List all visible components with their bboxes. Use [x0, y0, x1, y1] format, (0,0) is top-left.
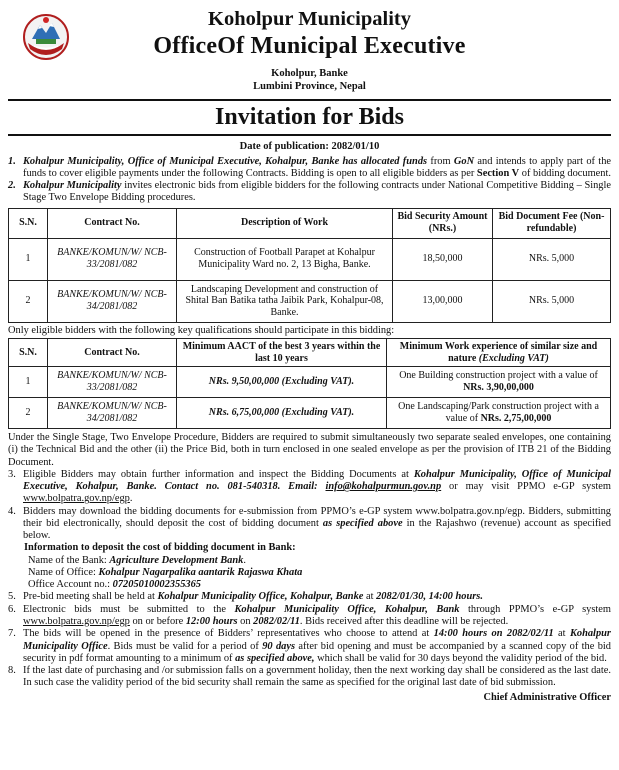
cell-sn: 2 — [9, 280, 48, 322]
text-span: after bid opening and must be accompanied by a scanned copy of the bid security in pdf format amounting to a minimum of — [23, 640, 611, 664]
text-span: NRs. 2,75,00,000 — [480, 413, 552, 425]
text-span: Section V — [476, 167, 520, 179]
cell-contract: BANKE/KOMUN/W/ NCB-33/2081/082 — [48, 238, 177, 280]
paragraph-number: 6. — [8, 603, 16, 615]
text-span: Name of Office: — [28, 566, 99, 578]
cell-experience — [387, 398, 611, 429]
text-span: at — [363, 591, 377, 603]
col-header: Bid Security Amount (NRs.) — [393, 208, 493, 238]
text-span: in the Rajashwo (revenue) account as specified below. — [23, 517, 612, 542]
paragraph-3 — [8, 469, 611, 506]
qualifications-table — [8, 338, 611, 429]
text-span: 90 days — [262, 640, 296, 652]
col-header: Description of Work — [177, 208, 393, 238]
cell-fee: NRs. 5,000 — [493, 280, 611, 322]
cell-fee: NRs. 5,000 — [493, 238, 611, 280]
bank-name-row — [28, 555, 611, 567]
address — [8, 67, 611, 93]
text-span: . Bids received after this deadline will be rejected. — [299, 616, 509, 627]
paragraph-7 — [8, 628, 611, 665]
cell-description: Construction of Football Parapet at Kohalpur Municipality Ward no. 2, 13 Bigha, Banke. — [177, 238, 393, 280]
table-row — [9, 367, 611, 398]
col-header: Contract No. — [48, 208, 177, 238]
office-name-row — [28, 567, 611, 579]
egp-link[interactable]: www.bolpatra.gov.np/egp — [23, 616, 130, 627]
cell-contract: BANKE/KOMUN/W/ NCB-34/2081/082 — [48, 398, 177, 429]
text-span: Agriculture Development Bank — [109, 554, 244, 566]
address-line-1: Koholpur, Banke — [271, 67, 348, 79]
text-span: as specified above, — [235, 652, 315, 664]
text-span: Eligible Bidders may obtain further information and inspect the Bidding Documents at — [23, 468, 414, 480]
text-span: or may visit PPMO e-GP system — [441, 481, 611, 493]
qualification-note: Only eligible bidders with the following key qualifications should participate in this bidding: — [8, 324, 395, 336]
cell-contract: BANKE/KOMUN/W/ NCB-34/2081/082 — [48, 280, 177, 322]
text-span: on — [237, 616, 254, 627]
contracts-table — [8, 208, 611, 323]
publication-date: Date of publication: 2082/01/10 — [239, 141, 380, 153]
col-header-text: Minimum Work experience of similar size and nature — [399, 340, 598, 364]
col-header: S.N. — [9, 208, 48, 238]
table-row — [9, 398, 611, 429]
table-header-row — [9, 339, 611, 367]
text-span: . — [243, 554, 246, 566]
cell-description: Landscaping Development and construction of Shital Ban Batika tatha Jaibik Park, Kohalpur-08, Banke. — [177, 280, 393, 322]
cell-aact: NRs. 9,50,00,000 (Excluding VAT). — [177, 367, 387, 398]
text-span: Kohalpur Municipality Office — [23, 628, 611, 652]
col-header: Minimum AACT of the best 3 years within the last 10 years — [177, 339, 387, 367]
cell-aact: NRs. 6,75,00,000 (Excluding VAT). — [177, 398, 387, 429]
paragraph-number: 2. — [8, 180, 16, 192]
cell-security: 18,50,000 — [393, 238, 493, 280]
text-span: Electronic bids must be submitted to the — [23, 603, 235, 615]
text-span: at — [553, 628, 570, 640]
text-span: through PPMO’s e-GP system — [459, 603, 611, 615]
cell-sn: 1 — [9, 238, 48, 280]
text-span: The bids will be opened in the presence of Bidders’ representatives who choose to attend at — [23, 628, 434, 640]
col-header-excl: (Excluding VAT) — [478, 352, 549, 364]
text-span: Kohalpur Municipality, Office of Municipal Executive, Kohalpur, Banke. Contact no. 081-540318. Email: — [23, 468, 611, 493]
paragraph-8 — [8, 665, 611, 690]
text-span: 2082/01/30, 14:00 hours. — [376, 591, 483, 603]
text-span: on or before — [129, 616, 186, 627]
col-header: S.N. — [9, 339, 48, 367]
text-span: Office Account no.: — [28, 579, 113, 591]
table-row — [9, 280, 611, 322]
nepal-emblem-icon — [22, 13, 70, 61]
single-stage-paragraph: Under the Single Stage, Two Envelope Procedure, Bidders are required to submit simultaneously two separate sealed envelopes, one containing (i) the Technical Bid and the other (ii) the Price Bid, both in turn enclosed in one sealed envelope as per the provision of ITB 21 of the Bidding Document. — [8, 432, 611, 468]
table-row — [9, 238, 611, 280]
paragraph-number: 8. — [8, 665, 16, 677]
text-span: GoN — [453, 155, 475, 167]
paragraph-number: 3. — [8, 468, 16, 480]
text-span: Bidders may download the bidding documents for e-submission from PPMO’s e-GP system www.bolpatra.gov.np/egp. Bidders, submitting their bid electronically, should deposit the cost of bidding document — [23, 505, 611, 529]
text-span: . Bids must be valid for a period of — [107, 640, 263, 652]
paragraph-number: 5. — [8, 591, 16, 603]
org-name: Koholpur Municipality — [208, 8, 411, 30]
text-span: invites electronic bids from eligible bidders for the following contracts under National Competitive Bidding – Single Stage Two Envelope Bidding procedures. — [23, 180, 611, 204]
paragraph-number: 7. — [8, 628, 16, 640]
text-span: Kohalpur Municipality — [23, 180, 122, 192]
text-span: One Building construction project with a value of — [399, 370, 598, 382]
text-span: 14:00 hours on 2082/02/11 — [433, 628, 554, 640]
text-span: 12:00 hours — [185, 616, 238, 627]
text-span: as specified above — [322, 517, 403, 529]
bank-deposit-info — [24, 542, 611, 591]
cell-security: 13,00,000 — [393, 280, 493, 322]
email-link[interactable]: info@kohalpurmun.gov.np — [325, 481, 442, 493]
text-span: Pre-bid meeting shall be held at — [23, 591, 158, 603]
text-span: Kohalpur Municipality Office, Kohalpur, Bank — [234, 603, 460, 615]
text-span: One Landscaping/Park construction project with a value of — [398, 401, 599, 425]
paragraph-number: 1. — [8, 155, 16, 167]
egp-link[interactable]: www.bolpatra.gov.np/egp — [23, 493, 130, 505]
signature: Chief Administrative Officer — [483, 691, 611, 703]
page-title: Invitation for Bids — [8, 99, 611, 136]
text-span: Kohalpur Nagarpalika aantarik Rajaswa Khata — [98, 566, 303, 578]
col-header: Contract No. — [48, 339, 177, 367]
address-line-2: Lumbini Province, Nepal — [253, 80, 366, 92]
text-span: and intends to apply part of the funds to cover eligible payments under the following Contracts. Bidding is open to all eligible bidders as per — [23, 155, 611, 179]
paragraph-2 — [8, 180, 611, 205]
cell-experience — [387, 367, 611, 398]
table-header-row — [9, 208, 611, 238]
deposit-heading: Information to deposit the cost of bidding document in Bank: — [24, 542, 296, 554]
text-span: 2082/02/11 — [253, 616, 300, 627]
text-span: Kohalpur Municipality Office, Kohalpur, Banke — [157, 591, 364, 603]
text-span: NRs. 3,90,00,000 — [463, 382, 534, 394]
paragraph-number: 4. — [8, 505, 16, 517]
text-span: Name of the Bank: — [28, 554, 110, 566]
text-span: Kohalpur Municipality, Office of Municipal Executive, Kohalpur, Banke has allocated funds — [23, 155, 428, 167]
header — [8, 7, 611, 97]
paragraph-5 — [8, 591, 611, 603]
text-span: . — [129, 493, 133, 505]
office-name: OfficeOf Municipal Executive — [153, 33, 466, 60]
cell-sn: 2 — [9, 398, 48, 429]
text-span: which shall be valid for 30 days beyond the validity period of the bid. — [314, 652, 607, 664]
paragraph-4 — [8, 506, 611, 543]
col-header: Bid Document Fee (Non-refundable) — [493, 208, 611, 238]
text-span: of bidding document. — [519, 167, 611, 179]
cell-sn: 1 — [9, 367, 48, 398]
cell-contract: BANKE/KOMUN/W/ NCB-33/2081/082 — [48, 367, 177, 398]
text-span: from — [427, 155, 454, 167]
account-row — [28, 579, 611, 591]
paragraph-1 — [8, 156, 611, 181]
text-span: If the last date of purchasing and /or submission falls on a government holiday, then the next working day shall be considered as the last date. In such case the validity period of the bid security shall remain the same as specified for the original last date of bid submission. — [23, 665, 611, 689]
paragraph-6 — [8, 604, 611, 629]
text-span: 07205010002355365 — [112, 579, 201, 591]
col-header — [387, 339, 611, 367]
